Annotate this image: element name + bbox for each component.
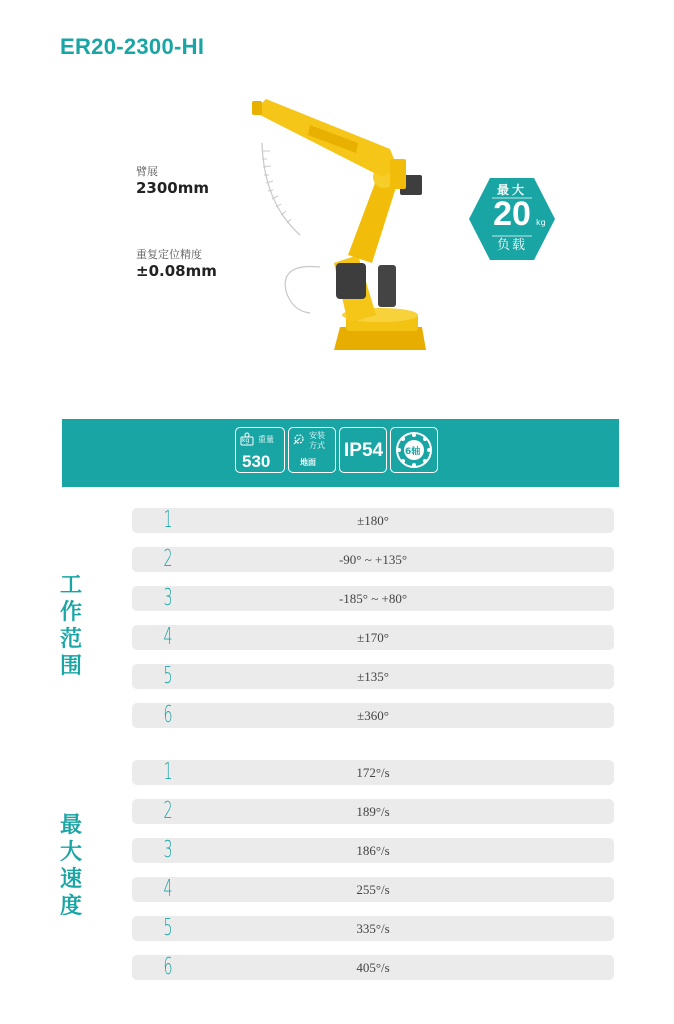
range-value: ±180° [357,513,389,528]
reach-spec [136,165,209,197]
feature-icons [235,427,438,479]
weight-unit: kg [242,437,250,444]
repeatability-spec [136,248,217,280]
weight-value: 530 [242,452,271,471]
install-label-2: 方式 [309,441,325,450]
axis-number: 2 [163,546,173,572]
work-range-heading: 工作范围 [59,573,82,679]
speed-value: 172°/s [356,765,390,780]
payload-value: 20 [493,195,531,233]
work-range-row [132,586,614,611]
payload-unit: kg [536,218,546,227]
speed-value: 189°/s [356,804,390,819]
max-speed-heading: 最大速度 [59,813,82,919]
max-speed-row [132,916,614,941]
weight-label: 重量 [258,435,274,444]
axis-count-box [390,427,438,473]
wrench-gear-icon [292,432,306,446]
axis-number: 2 [163,798,173,824]
speed-value: 186°/s [356,843,390,858]
weight-spec-box [235,427,285,473]
reach-value: 2300mm [136,179,210,197]
install-value: 地面 [300,458,316,467]
max-speed-row [132,799,614,824]
robot-arm-image [250,95,440,360]
repeatability-value: ±0.08mm [136,262,217,280]
axis-number: 6 [163,702,173,728]
axis-number: 3 [163,585,173,611]
axis-number: 1 [163,759,173,785]
speed-value: 405°/s [356,960,390,975]
ip-rating: IP54 [344,440,384,461]
speed-value: 335°/s [356,921,390,936]
axis-number: 5 [163,915,173,941]
range-value: -185° ~ +80° [338,591,408,606]
work-range-row [132,547,614,572]
axis-number: 4 [163,876,173,902]
axis-label: 6轴 [405,447,421,457]
max-speed-row [132,955,614,980]
range-value: ±135° [357,669,389,684]
range-value: -90° ~ +135° [338,552,408,567]
axis-number: 1 [163,507,173,533]
axis-number: 3 [163,837,173,863]
speed-value: 255°/s [356,882,390,897]
repeatability-label: 重复定位精度 [136,248,202,261]
install-spec-box [288,427,336,473]
reach-label: 臂展 [136,165,158,178]
work-range-row [132,703,614,728]
work-range-row [132,664,614,689]
range-value: ±360° [357,708,389,723]
range-value: ±170° [357,630,389,645]
work-range-row [132,508,614,533]
feature-banner [62,419,619,487]
badge-top-label: 最大 [496,183,527,197]
max-speed-row [132,838,614,863]
max-speed-row [132,760,614,785]
install-label-1: 安装 [309,431,325,440]
ip-rating-box [339,427,387,473]
max-speed-row [132,877,614,902]
badge-bottom-label: 负载 [496,238,527,253]
max-payload-badge [468,176,556,262]
axis-number: 4 [163,624,173,650]
work-range-row [132,625,614,650]
product-title: ER20-2300-HI [60,34,205,59]
axis-number: 6 [163,954,173,980]
axis-number: 5 [163,663,173,689]
